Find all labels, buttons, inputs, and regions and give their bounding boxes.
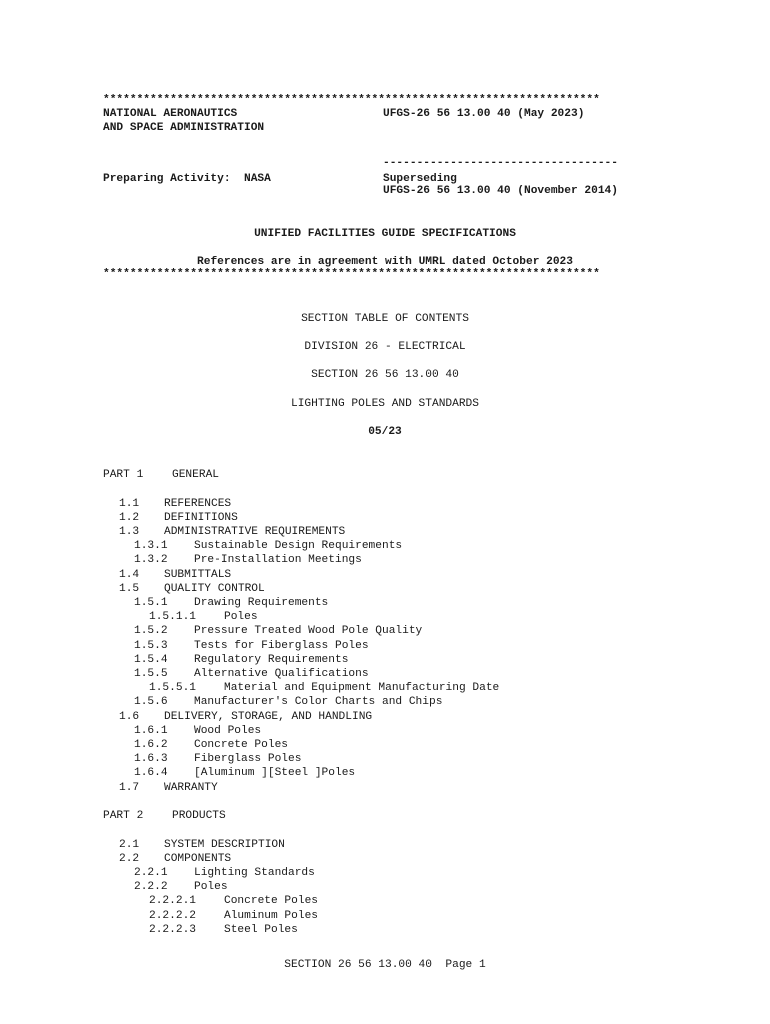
guide-title: UNIFIED FACILITIES GUIDE SPECIFICATIONS [254,228,516,240]
toc-entry-number[interactable]: 2.2 [119,852,140,865]
toc-entry-title[interactable]: Alternative Qualifications [194,667,369,680]
toc-entry-title[interactable]: WARRANTY [164,781,218,794]
toc-entry-title[interactable]: Material and Equipment Manufacturing Date [224,682,500,695]
toc-entry-number[interactable]: 1.6.3 [134,753,168,766]
toc-entry-title[interactable]: Tests for Fiberglass Poles [194,639,369,652]
toc-entry-title[interactable]: [Aluminum ][Steel ]Poles [194,767,356,780]
toc-title: SECTION TABLE OF CONTENTS [301,313,469,325]
toc-entry-number[interactable]: 1.6 [119,710,140,723]
toc-entry-title[interactable]: DEFINITIONS [164,511,238,524]
toc-entry-title[interactable]: Drawing Requirements [194,596,329,609]
toc-entry-number[interactable]: 2.2.2.2 [149,909,196,922]
toc-entry-number[interactable]: 2.2.1 [134,866,168,879]
toc-entry-number[interactable]: 1.5.2 [134,625,168,638]
spec-id: UFGS-26 56 13.00 40 (May 2023) [383,108,585,120]
agency-name-line1: NATIONAL AERONAUTICS [103,108,238,120]
star-rule-top: ************************************************************************** [103,94,600,106]
toc-entry-title[interactable]: Concrete Poles [194,738,288,751]
toc-entry-title[interactable]: QUALITY CONTROL [164,582,265,595]
toc-entry-title[interactable]: Poles [224,611,258,624]
toc-entry-number[interactable]: 1.5.5.1 [149,682,196,695]
toc-entry-number[interactable]: 1.2 [119,511,140,524]
page-footer: SECTION 26 56 13.00 40 Page 1 [284,959,486,971]
part-heading-title: GENERAL [172,469,219,481]
toc-entry-number[interactable]: 1.7 [119,781,140,794]
references-note: References are in agreement with UMRL dated October 2023 [197,256,573,268]
toc-entry-number[interactable]: 1.3.1 [134,540,168,553]
toc-entry-title[interactable]: SUBMITTALS [164,568,232,581]
toc-entry-number[interactable]: 1.6.1 [134,724,168,737]
toc-entry-title[interactable]: Wood Poles [194,724,262,737]
toc-entry-title[interactable]: REFERENCES [164,497,232,510]
part-heading-number: PART 2 [103,810,144,822]
toc-entry-number[interactable]: 1.5.6 [134,696,168,709]
superseding-id: UFGS-26 56 13.00 40 (November 2014) [383,185,618,197]
toc-entry-number[interactable]: 1.5.5 [134,667,168,680]
toc-entry-title[interactable]: Concrete Poles [224,895,318,908]
toc-entry-title[interactable]: Pressure Treated Wood Pole Quality [194,625,423,638]
toc-entry-title[interactable]: SYSTEM DESCRIPTION [164,838,285,851]
section-subject: LIGHTING POLES AND STANDARDS [291,398,479,410]
star-rule-bottom: ************************************************************************** [103,268,600,280]
part-heading-number: PART 1 [103,469,144,481]
agency-name-line2: AND SPACE ADMINISTRATION [103,122,265,134]
toc-entry-number[interactable]: 2.2.2.3 [149,923,196,936]
toc-entry-number[interactable]: 1.5.1.1 [149,611,196,624]
toc-entry-title[interactable]: Sustainable Design Requirements [194,540,403,553]
toc-entry-title[interactable]: Manufacturer's Color Charts and Chips [194,696,443,709]
toc-entry-title[interactable]: Lighting Standards [194,866,315,879]
toc-entry-title[interactable]: Poles [194,881,228,894]
superseding-divider: ----------------------------------- [383,157,618,169]
toc-entry-title[interactable]: Pre-Installation Meetings [194,554,362,567]
toc-entry-title[interactable]: ADMINISTRATIVE REQUIREMENTS [164,525,346,538]
part-heading-title: PRODUCTS [172,810,226,822]
toc-entry-number[interactable]: 2.1 [119,838,140,851]
section-number: SECTION 26 56 13.00 40 [311,369,459,381]
toc-entry-title[interactable]: DELIVERY, STORAGE, AND HANDLING [164,710,373,723]
toc-entry-number[interactable]: 1.3 [119,525,140,538]
toc-entry-number[interactable]: 1.3.2 [134,554,168,567]
toc-entry-number[interactable]: 2.2.2.1 [149,895,196,908]
toc-entry-number[interactable]: 1.5 [119,582,140,595]
superseding-label: Superseding [383,173,457,185]
toc-entry-number[interactable]: 1.4 [119,568,140,581]
toc-entry-number[interactable]: 1.5.3 [134,639,168,652]
date-code: 05/23 [368,426,402,438]
toc-entry-number[interactable]: 1.1 [119,497,140,510]
toc-entry-number[interactable]: 1.5.1 [134,596,168,609]
division-title: DIVISION 26 - ELECTRICAL [304,341,466,353]
preparing-activity: Preparing Activity: NASA [103,173,271,185]
toc-entry-title[interactable]: Fiberglass Poles [194,753,302,766]
toc-entry-title[interactable]: COMPONENTS [164,852,232,865]
toc-entry-number[interactable]: 2.2.2 [134,881,168,894]
toc-entry-number[interactable]: 1.5.4 [134,653,168,666]
toc-entry-title[interactable]: Steel Poles [224,923,298,936]
toc-entry-title[interactable]: Regulatory Requirements [194,653,349,666]
toc-entry-title[interactable]: Aluminum Poles [224,909,318,922]
toc-entry-number[interactable]: 1.6.2 [134,738,168,751]
toc-entry-number[interactable]: 1.6.4 [134,767,168,780]
